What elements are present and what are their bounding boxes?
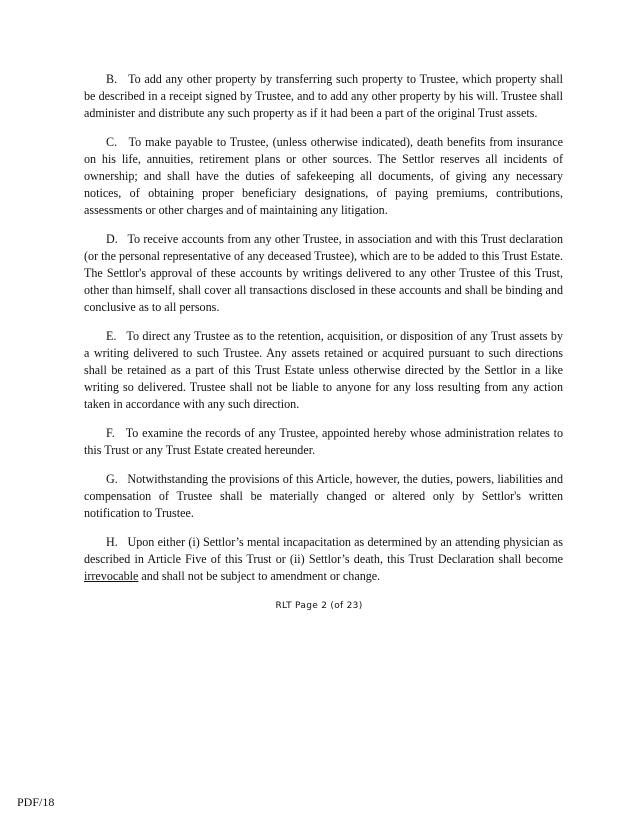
document-body (84, 71, 563, 597)
paragraph-h (84, 534, 563, 585)
paragraph-g: G. Notwithstanding the provisions of this Article, however, the duties, powers, liabilities and compensation of Trustee shall be materially changed or altered only by Settlor's written notification to Trustee. (84, 472, 563, 520)
page-footer: RLT Page 2 (of 23) (275, 601, 363, 611)
paragraph-h-text-before: H. Upon either (i) Settlor’s mental incapacitation as determined by an attending physician as described in Article Five of this Trust or (ii) Settlor’s death, this Trust Declaration shall become (84, 535, 563, 566)
pdf-page-label: PDF/18 (17, 795, 55, 809)
paragraph-c: C. To make payable to Trustee, (unless otherwise indicated), death benefits from insurance on his life, annuities, retirement plans or other sources. The Settlor reserves all incidents of ownership; and shall have the duties of safekeeping all documents, of giving any necessary notices, of obtaining proper beneficiary designations, of paying premiums, contributions, assessments or other charges and of maintaining any litigation. (84, 135, 563, 217)
paragraph-d: D. To receive accounts from any other Trustee, in association and with this Trust declaration (or the personal representative of any deceased Trustee), which are to be added to this Trust Estate. The Settlor's approval of these accounts by writings delivered to any other Trustee of this Trust, other than himself, shall cover all transactions disclosed in these accounts and shall be binding and conclusive as to all persons. (84, 232, 563, 314)
paragraph-b: B. To add any other property by transferring such property to Trustee, which property shall be described in a receipt signed by Trustee, and to add any other property by his will. Trustee shall administer and distribute any such property as if it had been a part of the original Trust assets. (84, 72, 563, 120)
paragraph-e: E. To direct any Trustee as to the retention, acquisition, or disposition of any Trust assets by a writing delivered to such Trustee. Any assets retained or acquired pursuant to such directions shall be retained as a part of this Trust Estate unless otherwise directed by the Settlor in a like writing so delivered. Trustee shall not be liable to anyone for any loss resulting from any action taken in accordance with any such direction. (84, 329, 563, 411)
paragraph-h-text-after: and shall not be subject to amendment or change. (138, 569, 381, 583)
paragraph-f: F. To examine the records of any Trustee, appointed hereby whose administration relates to this Trust or any Trust Estate created hereunder. (84, 426, 563, 457)
irrevocable-underlined-word: irrevocable (84, 569, 139, 583)
